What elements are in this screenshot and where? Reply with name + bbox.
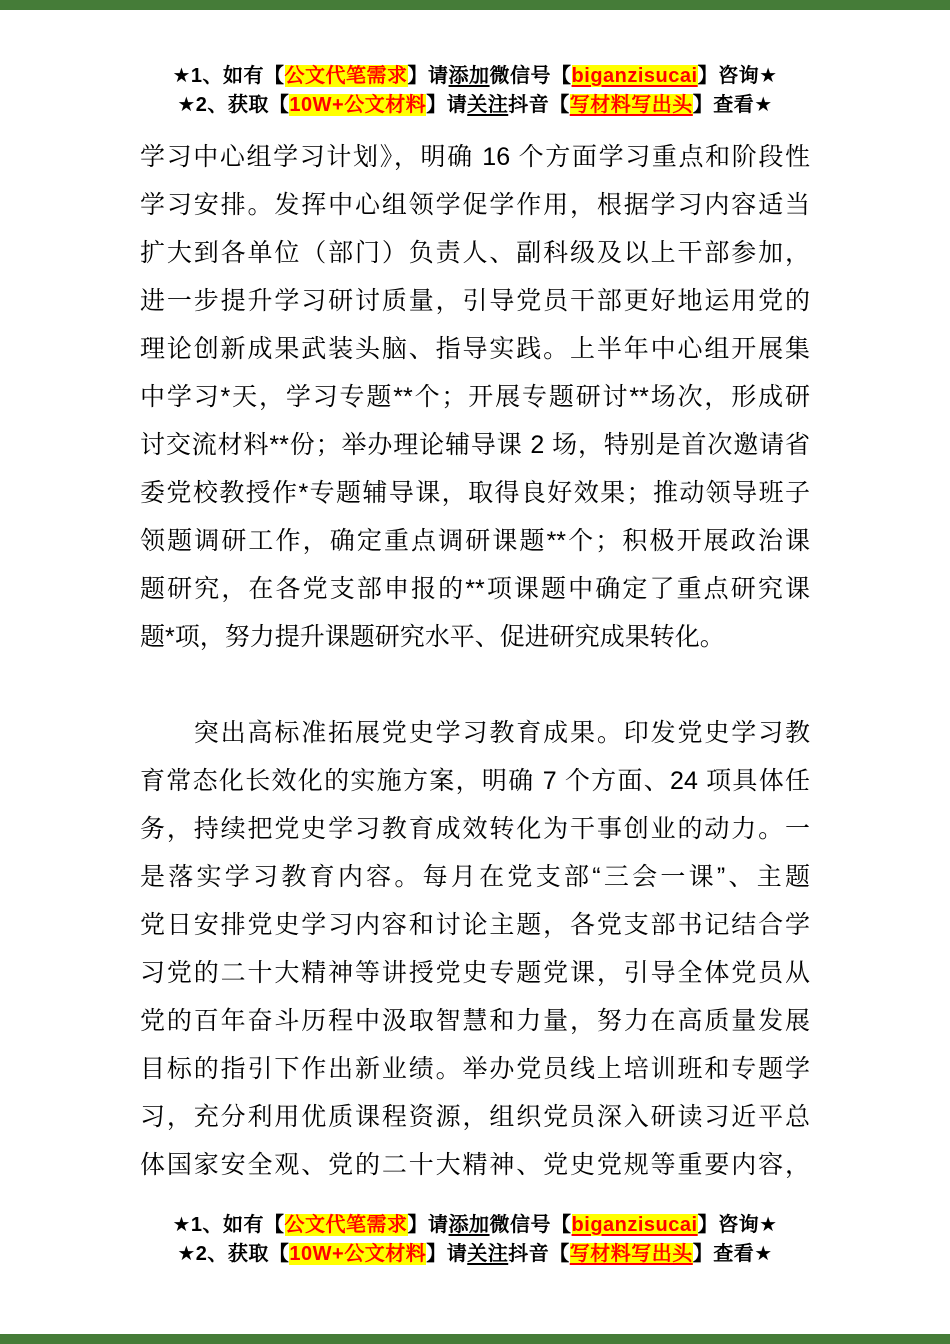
footer-notice xyxy=(0,1211,950,1269)
notice-line xyxy=(0,1240,950,1269)
page-border-bottom xyxy=(0,1334,950,1344)
header-notice xyxy=(0,0,950,120)
body-line: 中学习*天，学习专题**个；开展专题研讨**场次，形成研 xyxy=(140,383,810,411)
highlighted-text: biganzisucai xyxy=(571,1214,698,1236)
highlighted-text: 公文代笔需求 xyxy=(284,1214,408,1236)
body-line: 习党的二十大精神等讲授党史专题党课，引导全体党员从 xyxy=(140,959,810,987)
notice-line xyxy=(0,1211,950,1240)
highlighted-text: 10W+公文材料 xyxy=(289,94,427,116)
body-line: 体国家安全观、党的二十大精神、党史党规等重要内容， xyxy=(140,1151,810,1179)
body-line: 委党校教授作*专题辅导课，取得良好效果；推动领导班子 xyxy=(140,479,810,507)
body-line: 进一步提升学习研讨质量，引导党员干部更好地运用党的 xyxy=(140,287,810,315)
body-line: 理论创新成果武装头脑、指导实践。上半年中心组开展集 xyxy=(140,335,810,363)
body-line: 育常态化长效化的实施方案，明确 7 个方面、24 项具体任 xyxy=(140,767,810,795)
notice-text: 微信号【 xyxy=(489,1214,572,1236)
body-line: 题*项，努力提升课题研究水平、促进研究成果转化。 xyxy=(140,623,725,651)
notice-text: 微信号【 xyxy=(489,65,572,87)
body-line: 学习中心组学习计划》，明确 16 个方面学习重点和阶段性 xyxy=(140,143,810,171)
paragraph xyxy=(140,133,810,661)
notice-text: ★1、如有【 xyxy=(172,1214,285,1236)
body-line: 扩大到各单位（部门）负责人、副科级及以上干部参加， xyxy=(140,239,810,267)
highlighted-text: biganzisucai xyxy=(571,65,698,87)
body-line: 题研究，在各党支部申报的**项课题中确定了重点研究课 xyxy=(140,575,810,603)
notice-text: 抖音【 xyxy=(508,1243,570,1265)
body-line: 学习安排。发挥中心组领学促学作用，根据学习内容适当 xyxy=(140,191,810,219)
notice-text: 抖音【 xyxy=(508,94,570,116)
body-line: 习，充分利用优质课程资源，组织党员深入研读习近平总 xyxy=(140,1103,810,1131)
notice-text: 】咨询★ xyxy=(697,65,778,87)
notice-text: 】请 xyxy=(426,94,468,116)
notice-text: 添加 xyxy=(448,1214,490,1236)
body-line: 党日安排党史学习内容和讨论主题，各党支部书记结合学 xyxy=(140,911,810,939)
notice-text: 】请 xyxy=(407,65,449,87)
notice-text: 】咨询★ xyxy=(697,1214,778,1236)
highlighted-text: 10W+公文材料 xyxy=(289,1243,427,1265)
notice-text: ★2、获取【 xyxy=(177,1243,290,1265)
notice-text: ★1、如有【 xyxy=(172,65,285,87)
body-line: 目标的指引下作出新业绩。举办党员线上培训班和专题学 xyxy=(140,1055,810,1083)
notice-line xyxy=(0,62,950,91)
notice-text: ★2、获取【 xyxy=(177,94,290,116)
paragraph xyxy=(140,709,810,1189)
highlighted-text: 写材料写出头 xyxy=(569,1243,693,1265)
notice-text: 】查看★ xyxy=(692,94,773,116)
document-body xyxy=(140,133,810,1189)
notice-text: 】查看★ xyxy=(692,1243,773,1265)
notice-text: 添加 xyxy=(448,65,490,87)
notice-line xyxy=(0,91,950,120)
notice-text: 】请 xyxy=(407,1214,449,1236)
notice-text: 关注 xyxy=(467,1243,509,1265)
highlighted-text: 公文代笔需求 xyxy=(284,65,408,87)
body-line: 党的百年奋斗历程中汲取智慧和力量，努力在高质量发展 xyxy=(140,1007,810,1035)
highlighted-text: 写材料写出头 xyxy=(569,94,693,116)
body-line: 讨交流材料**份；举办理论辅导课 2 场，特别是首次邀请省 xyxy=(140,431,810,459)
body-line: 领题调研工作，确定重点调研课题**个；积极开展政治课 xyxy=(140,527,810,555)
body-line: 是落实学习教育内容。每月在党支部“三会一课”、主题 xyxy=(140,863,810,891)
body-line: 突出高标准拓展党史学习教育成果。印发党史学习教 xyxy=(140,719,810,747)
notice-text: 关注 xyxy=(467,94,509,116)
notice-text: 】请 xyxy=(426,1243,468,1265)
page-border-top xyxy=(0,0,950,10)
body-line: 务，持续把党史学习教育成效转化为干事创业的动力。一 xyxy=(140,815,810,843)
